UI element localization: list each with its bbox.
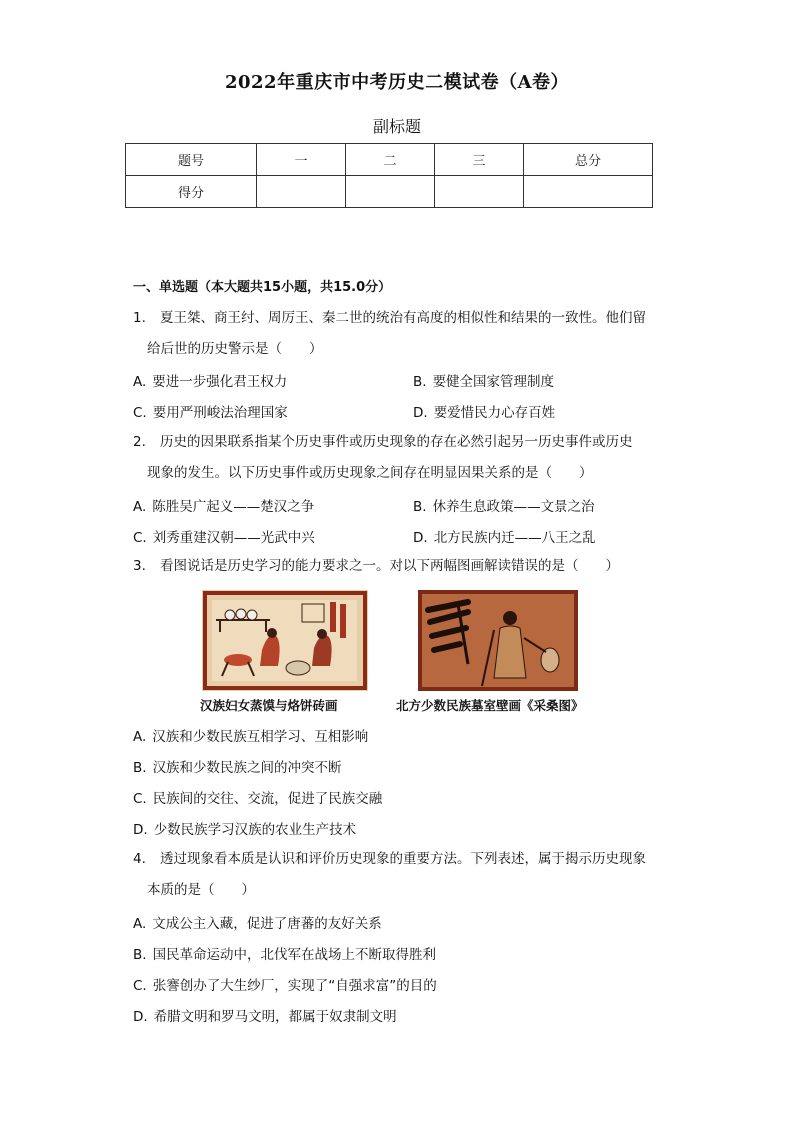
- question-text: 历史的因果联系指某个历史事件或历史现象的存在必然引起另一历史事件或历史: [160, 434, 633, 450]
- section-heading: 一、单选题（本大题共15小题，共15.0分）: [133, 280, 392, 295]
- option-1a: A. 要进一步强化君王权力: [133, 374, 288, 390]
- option-3a: A. 汉族和少数民族互相学习、互相影响: [133, 729, 369, 745]
- table-cell: 题号: [126, 144, 257, 176]
- table-cell: 一: [257, 144, 346, 176]
- table-row: [126, 176, 653, 208]
- option-4c: C. 张謇创办了大生纱厂，实现了“自强求富”的目的: [133, 978, 437, 994]
- question-2: [133, 427, 673, 489]
- score-cell: [435, 176, 524, 208]
- option-3b: B. 汉族和少数民族之间的冲突不断: [133, 760, 342, 776]
- question-text: 夏王桀、商王纣、周厉王、秦二世的统治有高度的相似性和结果的一致性。他们留: [160, 310, 646, 326]
- score-cell: [257, 176, 346, 208]
- table-cell: 三: [435, 144, 524, 176]
- question-4: [133, 844, 673, 906]
- figure-caption: 汉族妇女蒸馍与烙饼砖画: [200, 698, 338, 713]
- page-subtitle: 副标题: [372, 117, 421, 136]
- question-text: 给后世的历史警示是（ ）: [147, 341, 323, 357]
- option-2d: D. 北方民族内迁——八王之乱: [413, 530, 596, 546]
- question-number: 1.: [133, 310, 146, 326]
- question-text: 看图说话是历史学习的能力要求之一。对以下两幅图画解读错误的是（ ）: [160, 558, 619, 574]
- table-cell: 得分: [126, 176, 257, 208]
- table-row: [126, 144, 653, 176]
- question-text: 透过现象看本质是认识和评价历史现象的重要方法。下列表述，属于揭示历史现象: [160, 851, 646, 867]
- question-text: 本质的是（ ）: [147, 882, 255, 898]
- question-1: [133, 303, 673, 365]
- table-cell: 二: [346, 144, 435, 176]
- option-1b: B. 要健全国家管理制度: [413, 374, 555, 390]
- option-4b: B. 国民革命运动中，北伐军在战场上不断取得胜利: [133, 947, 437, 963]
- mural-image: [418, 590, 578, 691]
- score-table: [125, 143, 653, 208]
- option-3c: C. 民族间的交往、交流，促进了民族交融: [133, 791, 383, 807]
- option-4a: A. 文成公主入藏，促进了唐蕃的友好关系: [133, 916, 382, 932]
- question-3: [133, 551, 673, 582]
- score-cell: [524, 176, 653, 208]
- option-1c: C. 要用严刑峻法治理国家: [133, 405, 288, 421]
- option-2c: C. 刘秀重建汉朝——光武中兴: [133, 530, 315, 546]
- option-4d: D. 希腊文明和罗马文明，都属于奴隶制文明: [133, 1009, 397, 1025]
- question-3-figures: [200, 590, 620, 720]
- brick-painting-image: [202, 590, 368, 691]
- option-2a: A. 陈胜吴广起义——楚汉之争: [133, 499, 315, 515]
- table-cell: 总分: [524, 144, 653, 176]
- question-number: 4.: [133, 851, 146, 867]
- score-cell: [346, 176, 435, 208]
- question-number: 2.: [133, 434, 146, 450]
- option-1d: D. 要爱惜民力心存百姓: [413, 405, 556, 421]
- page-title: 2022年重庆市中考历史二模试卷（A卷）: [224, 72, 570, 93]
- figure-caption: 北方少数民族墓室壁画《采桑图》: [396, 698, 584, 713]
- option-3d: D. 少数民族学习汉族的农业生产技术: [133, 822, 357, 838]
- option-2b: B. 休养生息政策——文景之治: [413, 499, 595, 515]
- question-number: 3.: [133, 558, 146, 574]
- question-text: 现象的发生。以下历史事件或历史现象之间存在明显因果关系的是（ ）: [147, 465, 593, 481]
